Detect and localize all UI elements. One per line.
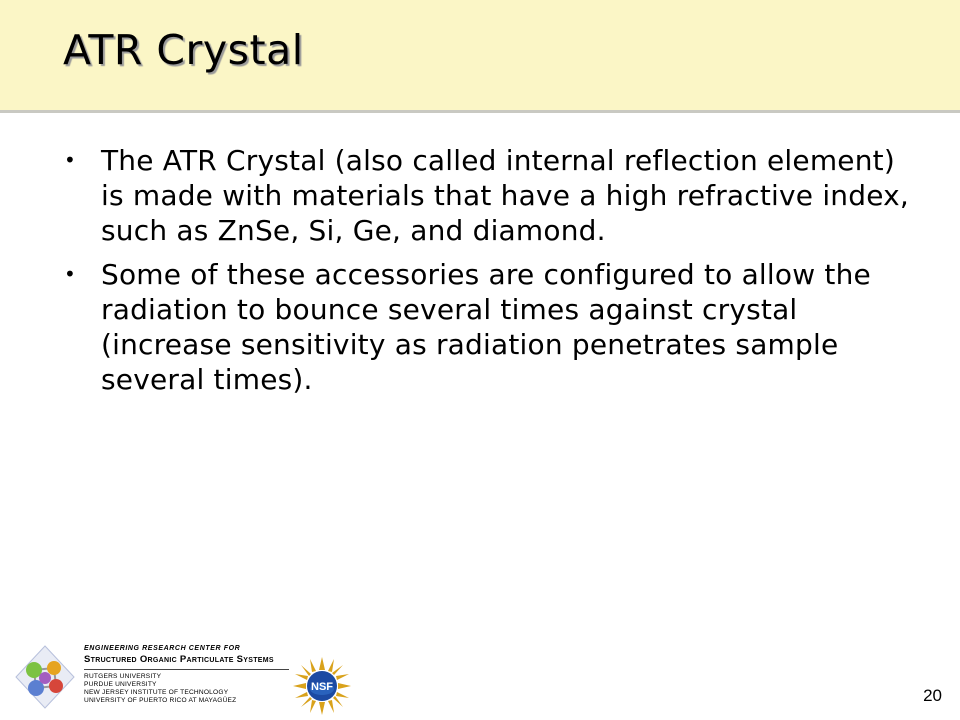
bullet-text: Some of these accessories are configured to allow the radiation to bounce several times against crystal (increase sensitivity as radiation penetrates sample several times). [101,258,871,396]
university-line: RUTGERS UNIVERSITY [84,673,162,680]
erc-text-block [84,644,294,705]
university-line: NEW JERSEY INSTITUTE OF TECHNOLOGY [84,689,229,696]
page-number: 20 [923,686,942,705]
nsf-seal-logo-icon [292,656,352,716]
slide-title: ATR Crystal [63,26,304,74]
ercso-molecule-logo-icon [14,644,76,710]
erc-center-name: Structured Organic Particulate Systems [84,654,274,665]
bullet-item [64,257,924,397]
bullet-icon: • [64,262,76,286]
erc-divider [84,669,289,670]
bullet-text: The ATR Crystal (also called internal reflection element) is made with materials that have a high refractive index, such as ZnSe, Si, Ge, and diamond. [101,144,910,247]
erc-center-label: ENGINEERING RESEARCH CENTER FOR [84,645,241,652]
bullet-icon: • [64,148,76,172]
university-line: UNIVERSITY OF PUERTO RICO AT MAYAGÜEZ [84,697,237,704]
university-line: PURDUE UNIVERSITY [84,681,157,688]
title-band [0,0,960,113]
slide-footer [0,640,960,720]
bullet-list [64,143,924,406]
bullet-item [64,143,924,248]
nsf-logo-text: NSF [311,681,333,693]
